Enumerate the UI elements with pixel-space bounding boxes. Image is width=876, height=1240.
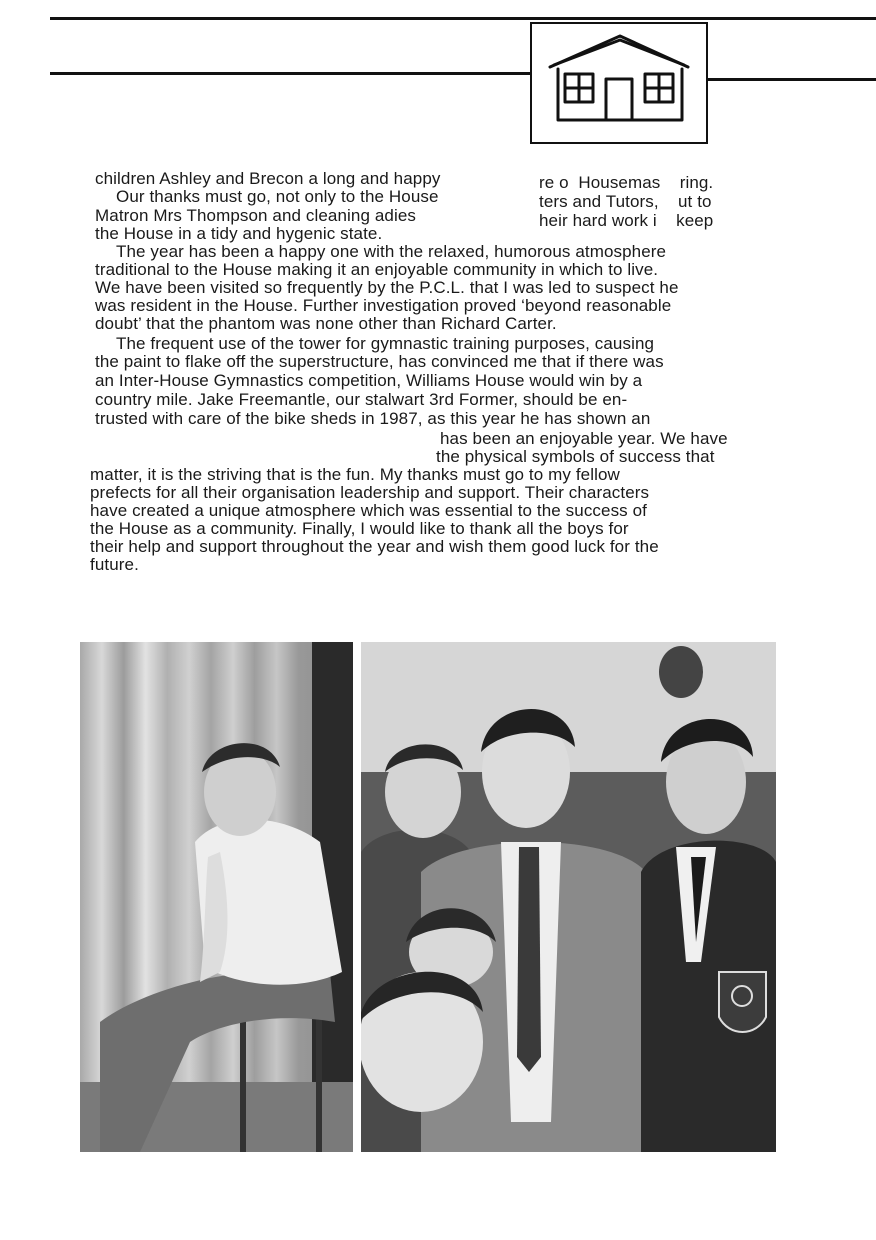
- body-line: country mile. Jake Freemantle, our stalwart 3rd Former, should be en-: [95, 390, 628, 409]
- body-line: We have been visited so frequently by the P.C.L. that I was led to suspect he: [95, 278, 679, 297]
- body-line: The frequent use of the tower for gymnastic training purposes, causing: [116, 334, 655, 353]
- body-line: traditional to the House making it an enjoyable community in which to live.: [95, 260, 659, 279]
- header-rule-bottom-right: [708, 78, 876, 81]
- column-right-line-2: ters and Tutors, ut to: [539, 192, 712, 211]
- body-line: The year has been a happy one with the relaxed, humorous atmosphere: [116, 242, 667, 261]
- body-line: the House as a community. Finally, I would like to thank all the boys for: [90, 519, 629, 538]
- photo-group-of-boys: [361, 642, 776, 1152]
- body-line: their help and support throughout the year and wish them good luck for the: [90, 537, 659, 556]
- house-logo-box: [530, 22, 708, 144]
- column-left-line-1: children Ashley and Brecon a long and happy: [95, 169, 441, 188]
- photo-boy-on-stool: [80, 642, 353, 1152]
- body-line: have created a unique atmosphere which was essential to the success of: [90, 501, 647, 520]
- column-right-line-3: heir hard work i keep: [539, 211, 714, 230]
- body-line: the paint to flake off the superstructure, has convinced me that if there was: [95, 352, 664, 371]
- house-icon: [532, 24, 706, 142]
- body-line: matter, it is the striving that is the fun. My thanks must go to my fellow: [90, 465, 620, 484]
- column-left-line-3: Matron Mrs Thompson and cleaning adies: [95, 206, 416, 225]
- body-line: an Inter-House Gymnastics competition, Williams House would win by a: [95, 371, 643, 390]
- column-left-line-2: Our thanks must go, not only to the House: [116, 187, 439, 206]
- body-line: the House in a tidy and hygenic state.: [95, 224, 383, 243]
- body-line: future.: [90, 555, 139, 574]
- header-rule-bottom-left: [50, 72, 530, 75]
- column-right-line-1: re o Housemas ring.: [539, 173, 714, 192]
- body-line: prefects for all their organisation leadership and support. Their characters: [90, 483, 650, 502]
- header-rule-top: [50, 17, 876, 20]
- body-line: trusted with care of the bike sheds in 1987, as this year he has shown an: [95, 409, 651, 428]
- body-line: the physical symbols of success that: [436, 447, 715, 466]
- body-line: was resident in the House. Further investigation proved ‘beyond reasonable: [95, 296, 672, 315]
- body-line: doubt’ that the phantom was none other than Richard Carter.: [95, 314, 557, 333]
- body-line: has been an enjoyable year. We have: [440, 429, 728, 448]
